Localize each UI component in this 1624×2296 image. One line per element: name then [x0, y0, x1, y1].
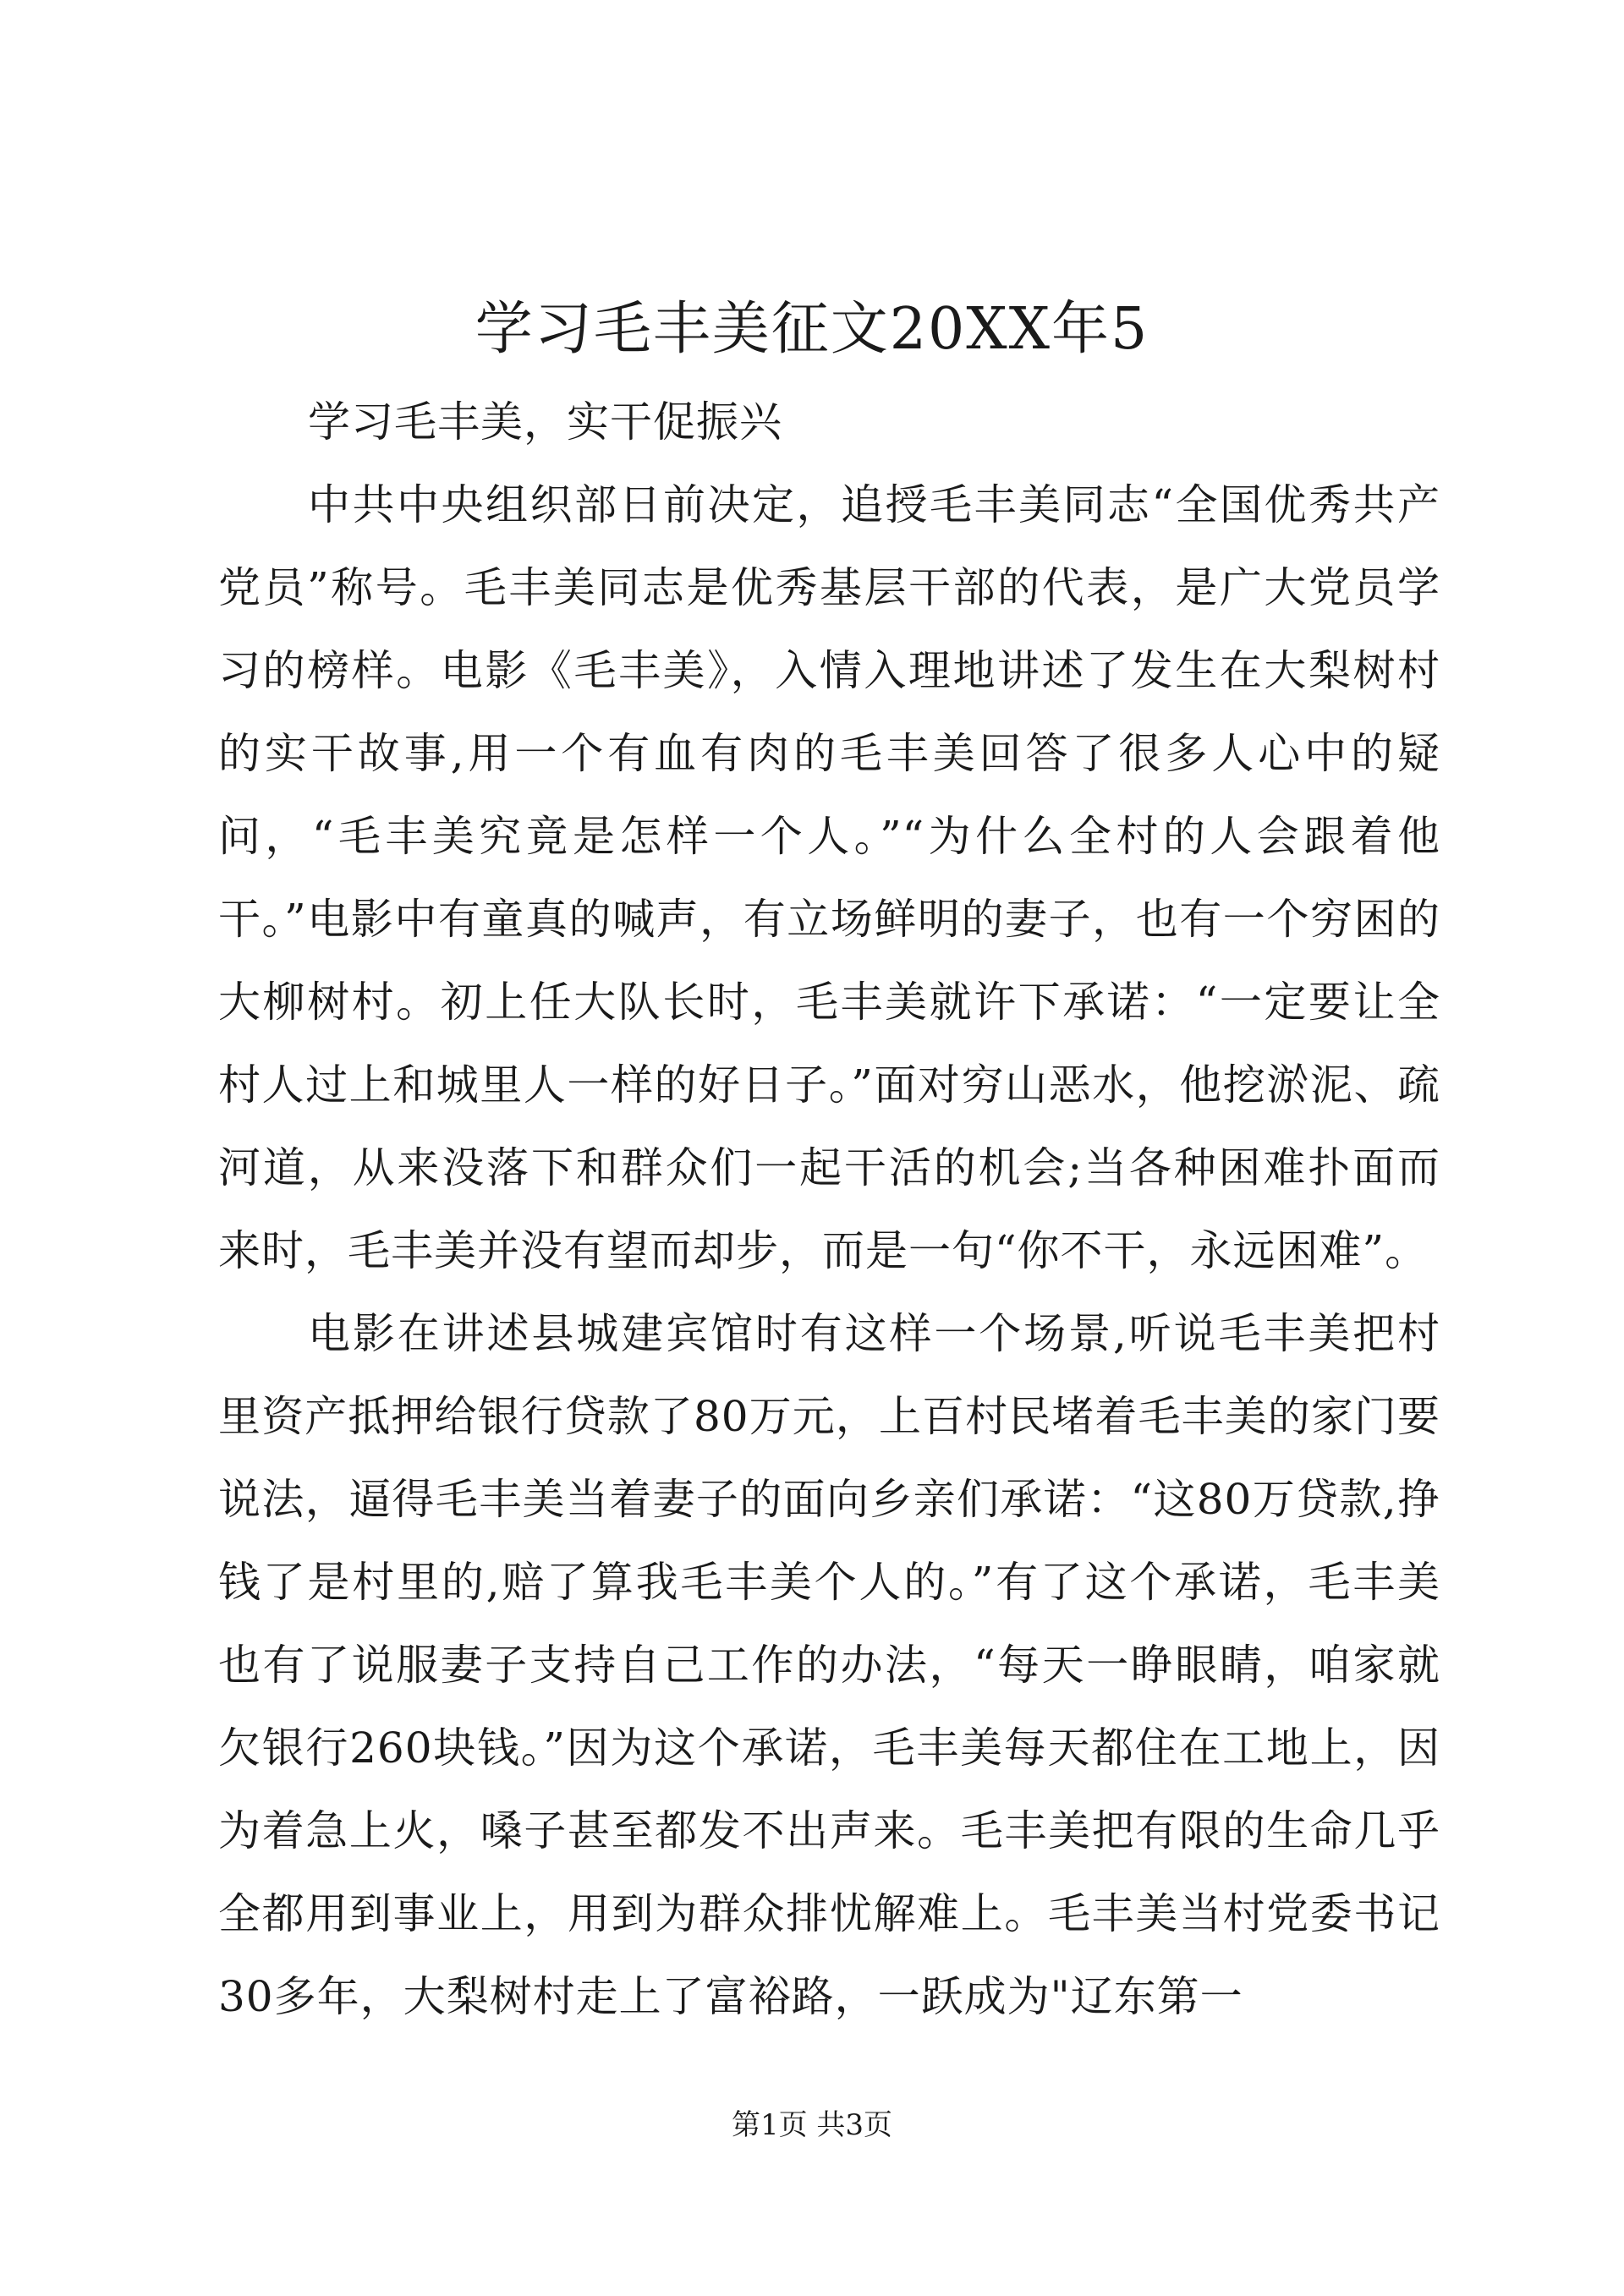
page-footer: 第1页 共3页 [731, 2108, 893, 2142]
body-paragraph-2: 电影在讲述县城建宾馆时有这样一个场景,听说毛丰美把村里资产抵押给银行贷款了80万元，上百村民堵着毛丰美的家门要说法，逼得毛丰美当着妻子的面向乡亲们承诺：“这80万贷款,挣钱了是村里的,赔了算我毛丰美个人的。”有了这个承诺，毛丰美也有了说服妻子支持自己工作的办法，“每天一睁眼睛，咱家就欠银行260块钱。”因为这个承诺，毛丰美每天都住在工地上，因为着急上火，嗓子甚至都发不出声来。毛丰美把有限的生命几乎全都用到事业上，用到为群众排忧解难上。毛丰美当村党委书记30多年，大梨树村走上了富裕路，一跃成为"辽东第一 [218, 1309, 1440, 2021]
document-title: 学习毛丰美征文20XX年5 [475, 296, 1149, 363]
body-paragraph-1: 中共中央组织部日前决定，追授毛丰美同志“全国优秀共产党员”称号。毛丰美同志是优秀基层干部的代表，是广大党员学习的榜样。电影《毛丰美》，入情入理地讲述了发生在大梨树村的实干故事,用一个有血有肉的毛丰美回答了很多人心中的疑问，“毛丰美究竟是怎样一个人。”“为什么全村的人会跟着他干。”电影中有童真的喊声，有立场鲜明的妻子，也有一个穷困的大柳树村。初上任大队长时，毛丰美就许下承诺：“一定要让全村人过上和城里人一样的好日子。”面对穷山恶水，他挖淤泥、疏河道，从来没落下和群众们一起干活的机会;当各种困难扑面而来时，毛丰美并没有望而却步，而是一句“你不干，永远困难”。 [218, 480, 1440, 1275]
subtitle-paragraph: 学习毛丰美，实干促振兴 [308, 397, 782, 447]
document-body [218, 381, 1440, 2038]
